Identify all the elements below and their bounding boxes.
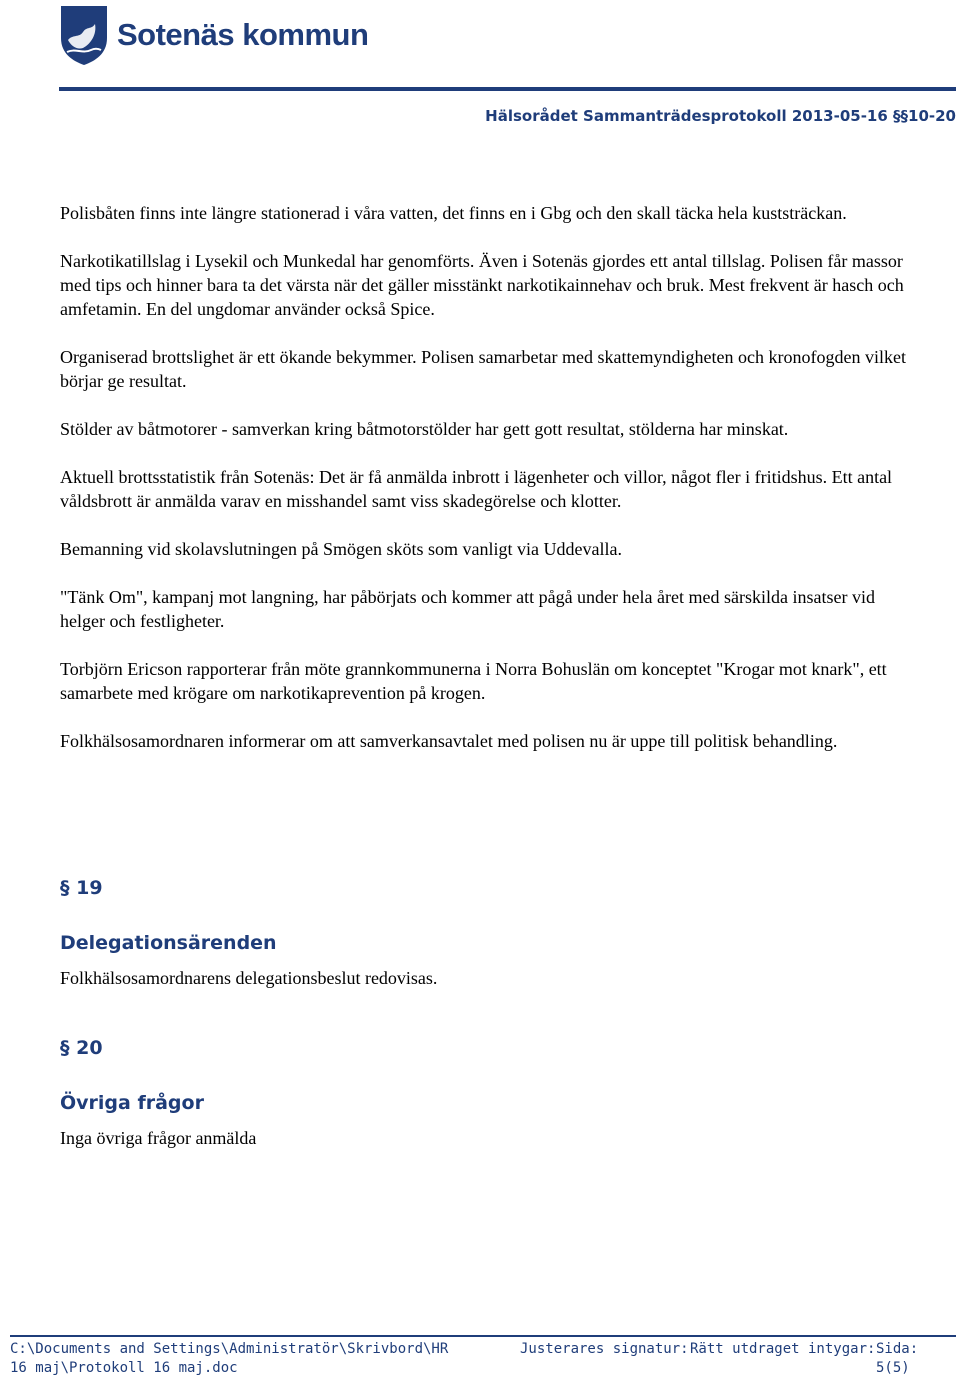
section-number: § 19 <box>60 877 103 899</box>
paragraph: Bemanning vid skolavslutningen på Smögen sköts som vanligt via Uddevalla. <box>60 539 622 559</box>
document-header: Hälsorådet Sammanträdesprotokoll 2013-05-16 §§10-20 <box>485 107 956 125</box>
paragraph: Torbjörn Ericson rapporterar från möte grannkommunerna i Norra Bohuslän om konceptet "Krogar mot knark", ett samarbete med krögare om narkotikaprevention på krogen. <box>60 659 887 703</box>
logo <box>59 4 368 66</box>
paragraph: Stölder av båtmotorer - samverkan kring båtmotorstölder har gett gott resultat, stölderna har minskat. <box>60 419 789 439</box>
logo-text: Sotenäs kommun <box>117 17 369 52</box>
section-heading: Övriga frågor <box>60 1092 204 1114</box>
section-heading: Delegationsärenden <box>60 932 277 954</box>
paragraph: Folkhälsosamordnaren informerar om att samverkansavtalet med polisen nu är uppe till politisk behandling. <box>60 731 838 751</box>
coat-of-arms-icon <box>59 4 109 66</box>
paragraph: Aktuell brottsstatistik från Sotenäs: Det är få anmälda inbrott i lägenheter och villor, något fler i fritidshus. Ett antal våldsbrott är anmälda varav en misshandel samt viss skadegörelse och klotter. <box>60 467 893 511</box>
paragraph: Polisbåten finns inte längre stationerad i våra vatten, det finns en i Gbg och den skall täcka hela kuststräckan. <box>60 203 847 223</box>
section-text: Folkhälsosamordnarens delegationsbeslut redovisas. <box>60 968 438 988</box>
paragraph: Organiserad brottslighet är ett ökande bekymmer. Polisen samarbetar med skattemyndigheten och kronofogden vilket börjar ge resultat. <box>60 347 906 391</box>
document-body <box>60 201 910 777</box>
section-text: Inga övriga frågor anmälda <box>60 1128 257 1148</box>
footer-file-path: C:\Documents and Settings\Administratör\Skrivbord\HR 16 maj\Protokoll 16 maj.doc <box>10 1341 449 1376</box>
footer-certified-label: Rätt utdraget intygar: <box>690 1341 876 1357</box>
footer-divider <box>10 1335 956 1337</box>
paragraph: Narkotikatillslag i Lysekil och Munkedal har genomförts. Även i Sotenäs gjordes ett antal tillslag. Polisen får massor med tips och hinner bara ta det värsta när det gäller misstänkt narkotikainnehav och bruk. Mest frekvent är hasch och amfetamin. En del ungdomar använder också Spice. <box>60 251 904 319</box>
footer-page-number: Sida: 5(5) <box>876 1341 919 1376</box>
footer-signature-label: Justerares signatur: <box>520 1341 689 1357</box>
section-number: § 20 <box>60 1037 103 1059</box>
paragraph: "Tänk Om", kampanj mot langning, har påbörjats och kommer att pågå under hela året med särskilda insatser vid helger och festligheter. <box>60 587 875 631</box>
header-divider <box>59 87 956 91</box>
